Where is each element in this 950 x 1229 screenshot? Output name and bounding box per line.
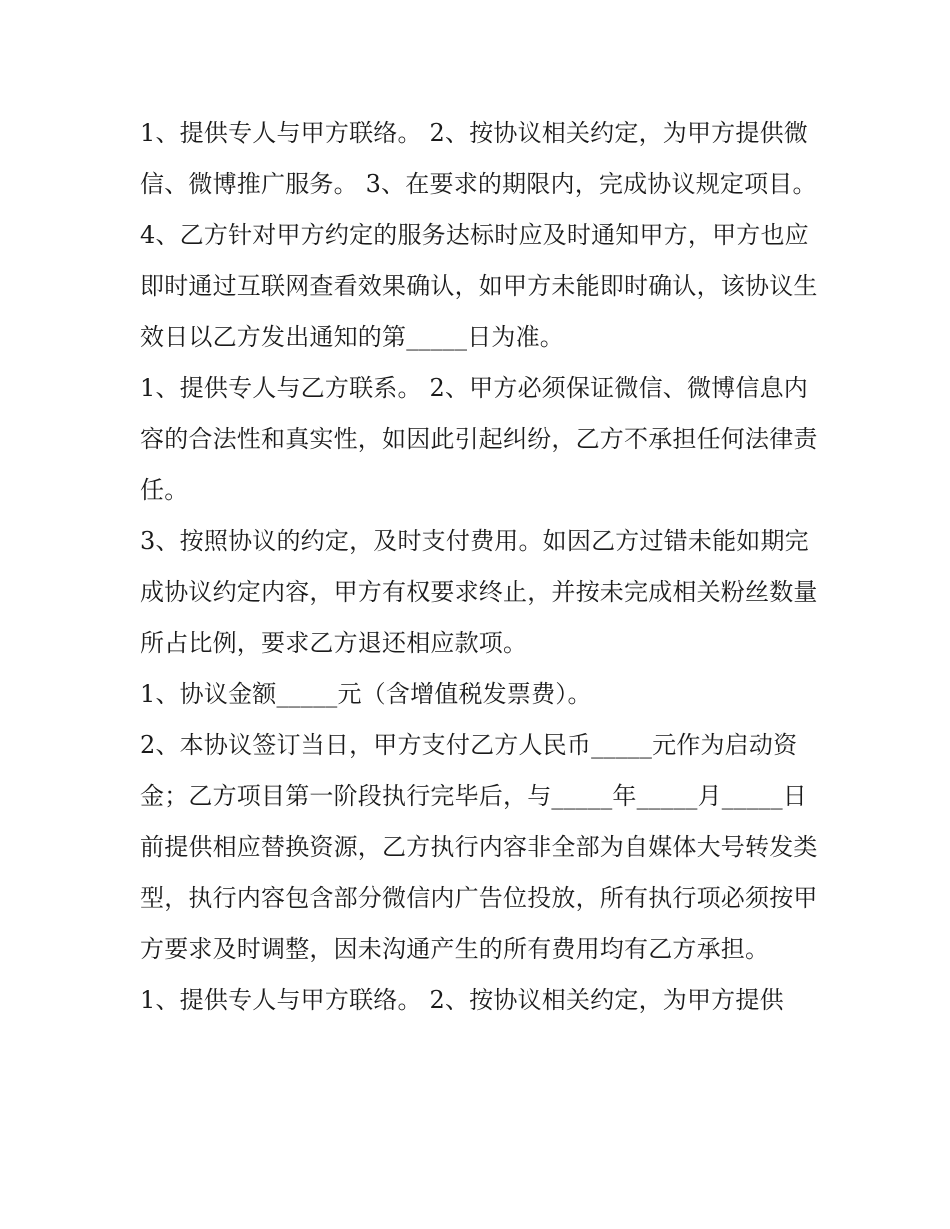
paragraph-party-b-duties-repeat: 1、提供专人与甲方联络。 2、按协议相关约定，为甲方提供 [140,986,784,1014]
paragraph-party-b-duties: 1、提供专人与甲方联络。 2、按协议相关约定，为甲方提供微信、微博推广服务。 3、在要求的期限内，完成协议规定项目。 [140,119,817,198]
paragraph-party-a-duties: 1、提供专人与乙方联系。 2、甲方必须保证微信、微博信息内容的合法性和真实性，如因此引起纠纷，乙方不承担任何法律责任。 [140,374,818,504]
paragraph-notification: 4、乙方针对甲方约定的服务达标时应及时通知甲方，甲方也应即时通过互联网查看效果确认，如甲方未能即时确认，该协议生效日以乙方发出通知的第_____日为准。 [140,221,818,351]
paragraph-payment-schedule: 2、本协议签订当日，甲方支付乙方人民币_____元作为启动资金；乙方项目第一阶段执行完毕后，与_____年_____月_____日前提供相应替换资源，乙方执行内容非全部为自媒体大号转发类型，执行内容包含部分微信内广告位投放，所有执行项必须按甲方要求及时调整，因未沟通产生的所有费用均有乙方承担。 [140,731,818,963]
paragraph-payment-obligation: 3、按照协议的约定，及时支付费用。如因乙方过错未能如期完成协议约定内容，甲方有权要求终止，并按未完成相关粉丝数量所占比例，要求乙方退还相应款项。 [140,527,818,657]
document-body [140,108,820,1026]
paragraph-contract-amount: 1、协议金额_____元（含增值税发票费）。 [140,680,592,708]
